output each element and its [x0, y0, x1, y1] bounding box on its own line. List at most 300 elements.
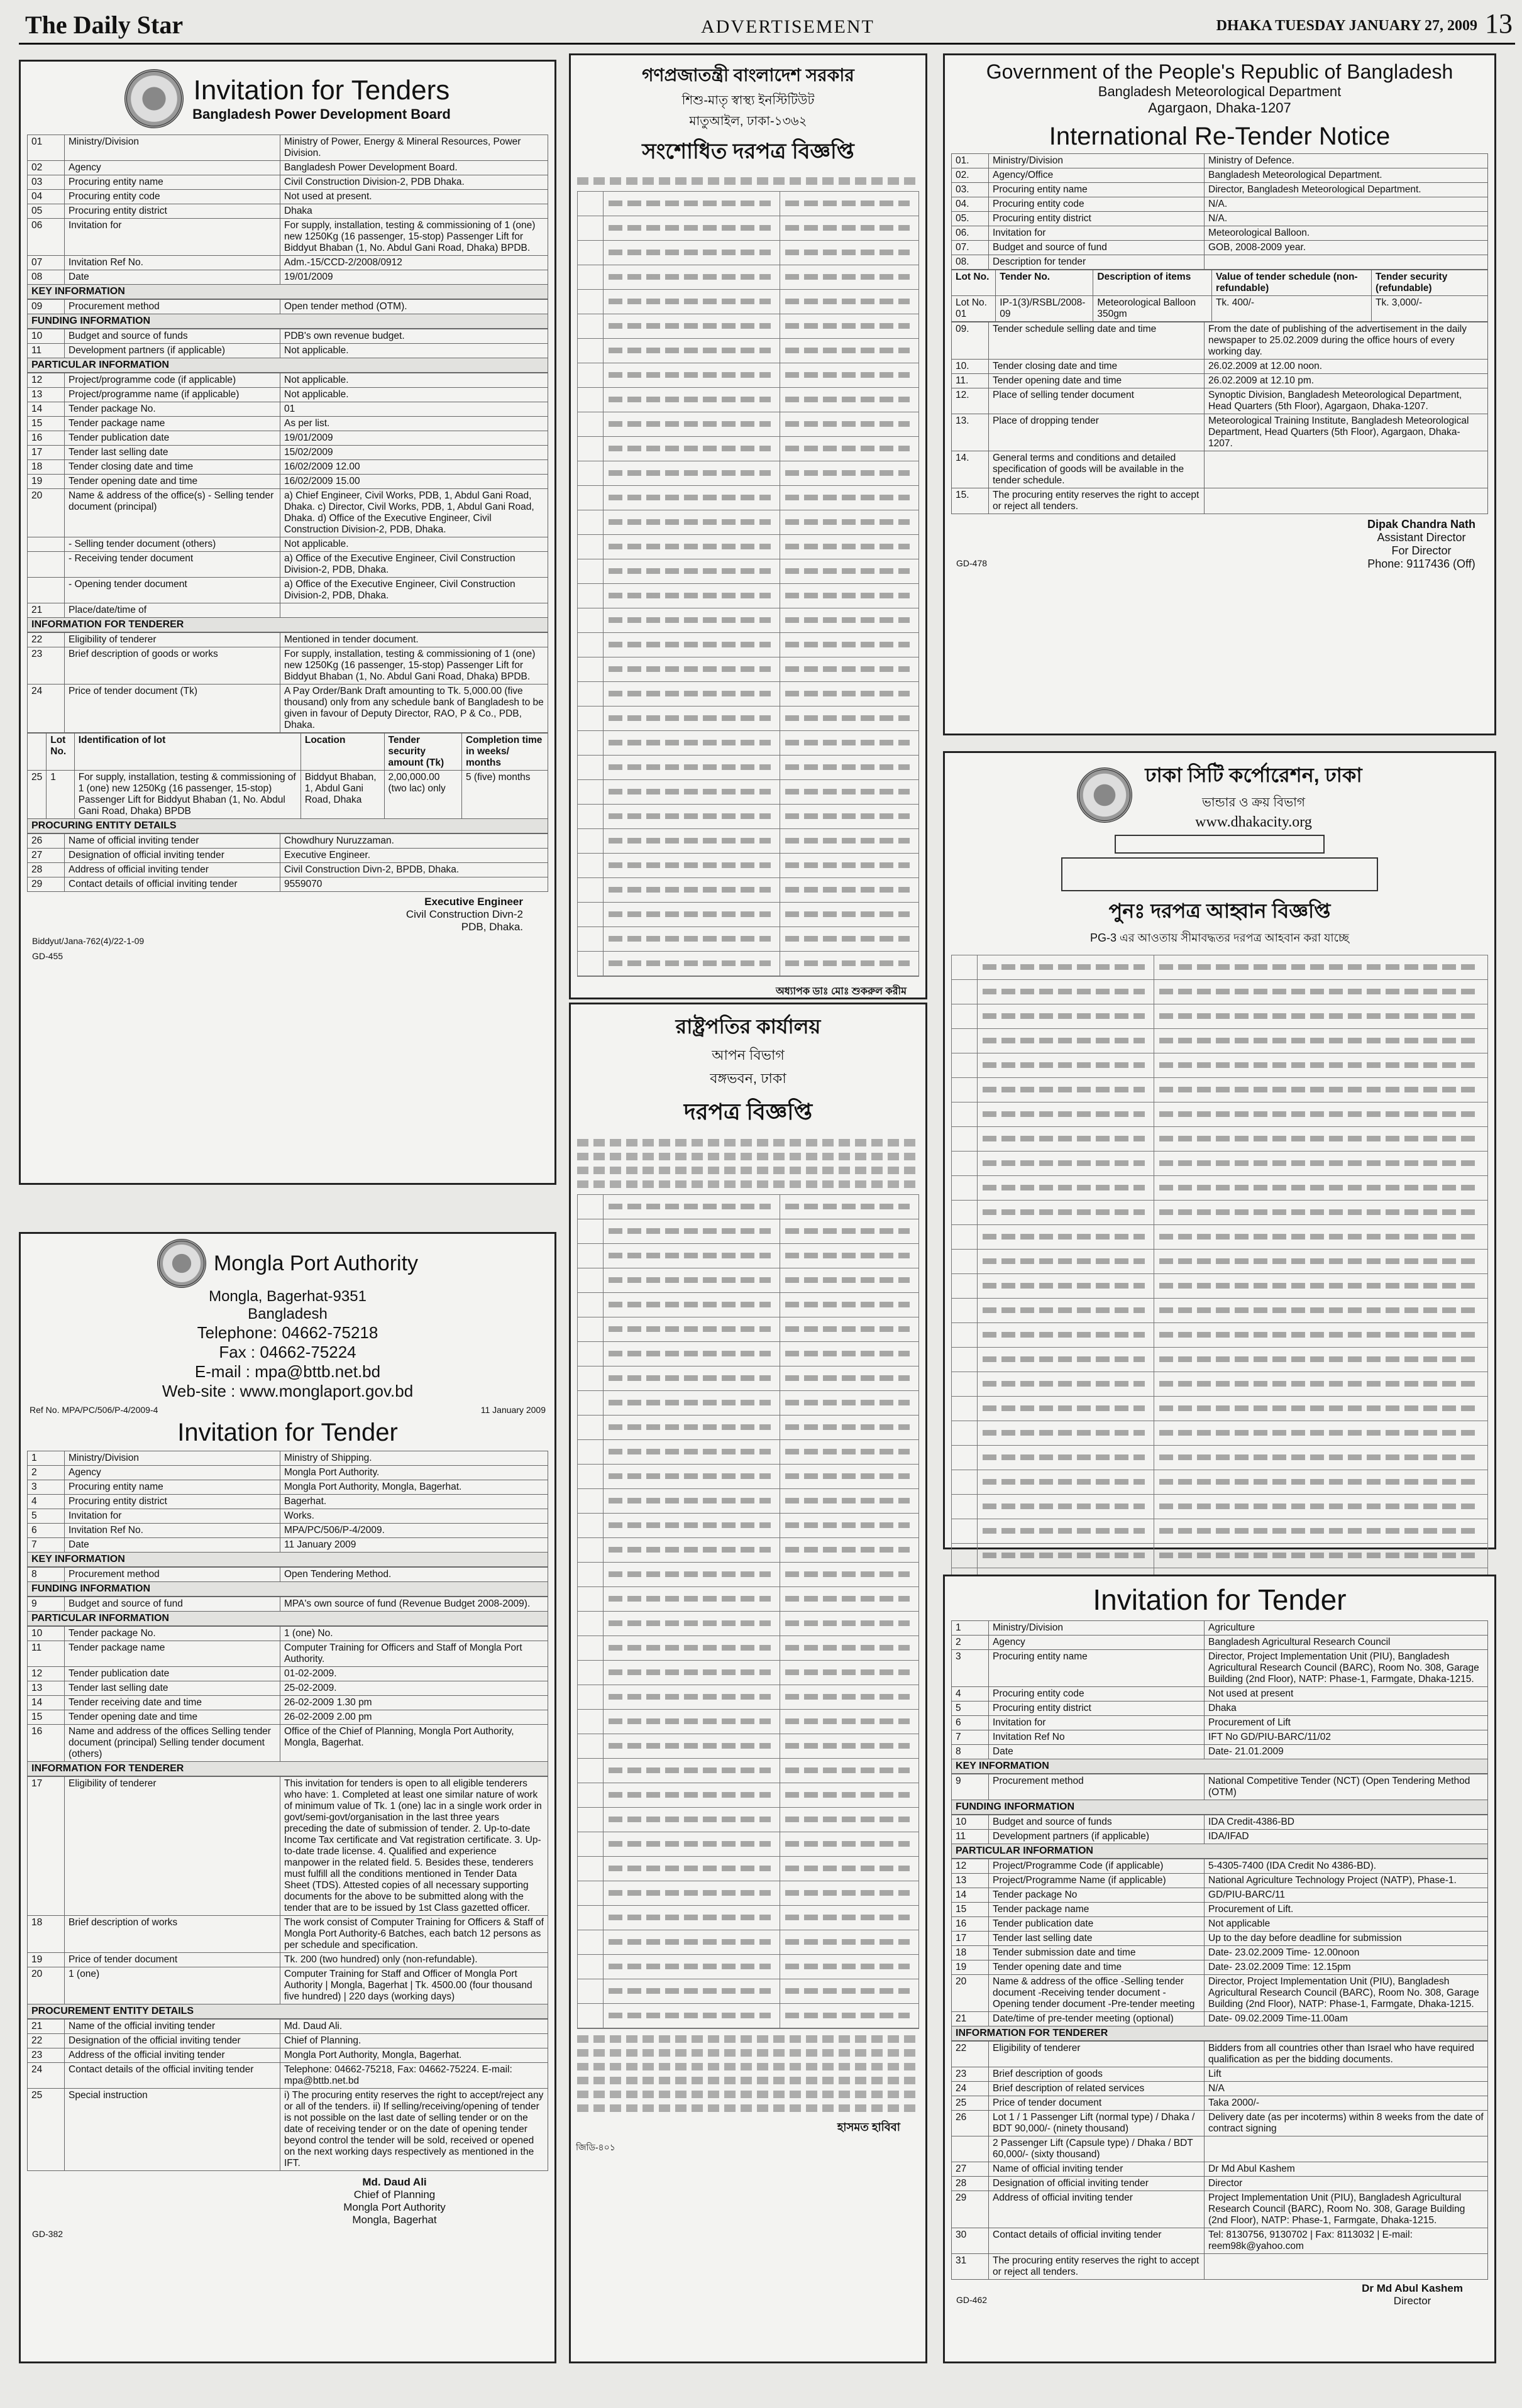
dcc-title: পুনঃ দরপত্র আহ্বান বিজ্ঞপ্তি — [1108, 899, 1331, 922]
bn1-line1: গণপ্রজাতন্ত্রী বাংলাদেশ সরকার — [642, 65, 854, 85]
row-number: 11 — [28, 1641, 65, 1667]
table-row — [28, 388, 548, 402]
row-value: Mongla Port Authority, Mongla, Bagerhat. — [280, 1480, 548, 1495]
bpdb-section: PROCURING ENTITY DETAILS — [27, 819, 548, 833]
table-row — [952, 1859, 1488, 1874]
row-label: Project/programme name (if applicable) — [65, 388, 280, 402]
row-value: Date- 23.02.2009 Time: 12.15pm — [1205, 1960, 1488, 1975]
row-value: Executive Engineer. — [280, 849, 548, 863]
row-value: Computer Training for Staff and Officer of Mongla Port Authority | Mongla, Bagerhat | Tk. 4500.00 (four thousand five hundred) | 220 days (working days) — [280, 1967, 548, 2004]
row-value: GOB, 2008-2009 year. — [1205, 241, 1488, 255]
row-label: Contact details of official inviting tender — [989, 2228, 1205, 2254]
row-number: 1 — [28, 1451, 65, 1466]
table-row — [578, 1489, 918, 1514]
table-row — [578, 2004, 918, 2028]
row-label: Tender publication date — [65, 431, 280, 446]
bn1-line2: শিশু-মাতৃ স্বাস্থ্য ইনস্টিটিউট — [681, 94, 815, 107]
row-value: Md. Daud Ali. — [280, 2020, 548, 2034]
row-value: Bidders from all countries other than Israel who have required qualification as per the bidding documents. — [1205, 2042, 1488, 2067]
row-label: Eligibility of tenderer — [65, 633, 280, 647]
row-value: Civil Construction Division-2, PDB Dhaka. — [280, 175, 548, 190]
row-number: 07 — [28, 256, 65, 270]
bpdb-title: Invitation for Tenders — [193, 75, 450, 106]
row-value: a) Chief Engineer, Civil Works, PDB, 1, Abdul Gani Road, Dhaka. c) Director, Civil Works, PDB, 1, Abdul Gani Road, Dhaka. d) Office of the Executive Engineer, Civil Construction Division-2, PDB, Dhaka. — [280, 489, 548, 537]
row-label: 1 (one) — [65, 1967, 280, 2004]
table-row — [952, 154, 1488, 168]
row-label: Price of tender document — [989, 2096, 1205, 2111]
row-value: Meteorological Balloon. — [1205, 226, 1488, 241]
table-row — [952, 1621, 1488, 1636]
row-value: 26-02-2009 2.00 pm — [280, 1710, 548, 1725]
bpdb-sign-2: Civil Construction Divn-2 — [405, 908, 523, 920]
table-row — [28, 446, 548, 460]
barc-sign-1: Dr Md Abul Kashem — [1362, 2282, 1463, 2294]
bmd-line2: Bangladesh Meteorological Department — [1098, 84, 1342, 99]
table-row — [952, 1903, 1488, 1917]
mongla-title: Invitation for Tender — [177, 1419, 398, 1446]
row-number: 8 — [952, 1745, 989, 1759]
column-header: Lot No. — [952, 270, 996, 296]
mongla-section: PARTICULAR INFORMATION — [27, 1612, 548, 1626]
barc-gd: GD-462 — [956, 2295, 988, 2305]
row-label: Date — [65, 270, 280, 285]
table-row — [578, 192, 918, 216]
table-row — [578, 608, 918, 633]
table-row — [952, 1421, 1487, 1446]
row-value: Agriculture — [1205, 1621, 1488, 1636]
row-value: Telephone: 04662-75218, Fax: 04662-75224. E-mail: mpa@bttb.net.bd — [280, 2063, 548, 2089]
row-label: Date — [989, 1745, 1205, 1759]
row-label: Tender last selling date — [65, 1681, 280, 1696]
table-row — [952, 2012, 1488, 2026]
bpdb-table-6 — [27, 833, 548, 892]
bpdb-table-2 — [27, 299, 548, 314]
row-label: Tender opening date and time — [65, 1710, 280, 1725]
table-row — [28, 135, 548, 161]
table-row — [578, 780, 918, 805]
bn2-table — [577, 1194, 919, 2029]
bpdb-ref: Biddyut/Jana-762(4)/22-1-09 — [32, 936, 145, 946]
mongla-section: PROCUREMENT ENTITY DETAILS — [27, 2004, 548, 2019]
row-value: Not applicable. — [280, 344, 548, 358]
row-number: 17 — [28, 446, 65, 460]
row-value: The work consist of Computer Training for Officers & Staff of Mongla Port Authority-6 Batches, each batch 12 persons as per schedule and specification. — [280, 1916, 548, 1953]
bn2-line1: রাষ্ট্রপতির কার্যালয় — [675, 1015, 821, 1038]
bn2-gd: জিডি-৪০১ — [576, 2142, 615, 2152]
row-value: Mentioned in tender document. — [280, 633, 548, 647]
row-number: 18 — [28, 460, 65, 475]
bn2-line2: আপন বিভাগ — [712, 1047, 785, 1063]
bn-amended-tender-ad — [569, 53, 927, 999]
row-number: 07. — [952, 241, 989, 255]
row-value: Dhaka — [1205, 1702, 1488, 1716]
table-row — [28, 603, 548, 618]
row-value: Procurement of Lift — [1205, 1716, 1488, 1730]
table-row — [952, 241, 1488, 255]
table-row — [28, 2020, 548, 2034]
row-number: 22 — [952, 2042, 989, 2067]
row-number: 28 — [28, 863, 65, 877]
column-header: Value of tender schedule (non-refundable) — [1211, 270, 1371, 296]
row-number: 15 — [952, 1903, 989, 1917]
table-row — [952, 2136, 1488, 2162]
row-label: Name of official inviting tender — [989, 2162, 1205, 2177]
row-number: 1 — [952, 1621, 989, 1636]
table-row — [952, 1730, 1488, 1745]
table-row — [578, 952, 918, 976]
row-value: Works. — [280, 1509, 548, 1524]
barc-tender-ad — [943, 1575, 1496, 2363]
table-row — [952, 322, 1488, 360]
row-label: Procuring entity district — [989, 1702, 1205, 1716]
row-number: 12 — [28, 373, 65, 388]
newspaper-logo: The Daily Star — [25, 11, 184, 39]
table-row — [28, 537, 548, 552]
row-value: 26.02.2009 at 12.10 pm. — [1205, 374, 1488, 388]
table-row — [952, 1201, 1487, 1225]
dcc-line1: ঢাকা সিটি কর্পোরেশন, ঢাকা — [1145, 764, 1362, 786]
table-row — [952, 1004, 1487, 1029]
dcc-table — [951, 955, 1488, 1593]
table-row — [578, 412, 918, 437]
table-row — [28, 2063, 548, 2089]
table-row — [28, 256, 548, 270]
row-label: Budget and source of funds — [65, 329, 280, 344]
row-value: a) Office of the Executive Engineer, Civil Construction Division-2, PDB, Dhaka. — [280, 578, 548, 603]
table-row — [578, 1783, 918, 1808]
table-row — [578, 1881, 918, 1906]
row-number: 27 — [952, 2162, 989, 2177]
row-number: 24 — [28, 684, 65, 733]
row-value: Not used at present. — [280, 190, 548, 204]
mongla-section: FUNDING INFORMATION — [27, 1582, 548, 1597]
row-value: Office of the Chief of Planning, Mongla Port Authority, Mongla, Bagerhat. — [280, 1725, 548, 1762]
row-value: MPA's own source of fund (Revenue Budget 2008-2009). — [280, 1597, 548, 1612]
bpdb-table-4 — [27, 373, 548, 618]
table-row — [952, 1053, 1487, 1078]
row-number: 02 — [28, 161, 65, 175]
row-value: N/A. — [1205, 197, 1488, 212]
row-label: Ministry/Division — [65, 1451, 280, 1466]
bpdb-sign-1: Executive Engineer — [424, 896, 523, 908]
row-label: The procuring entity reserves the right to accept or reject all tenders. — [989, 2254, 1205, 2280]
row-label: Procuring entity name — [989, 183, 1205, 197]
table-row — [952, 1348, 1487, 1372]
table-row — [952, 1702, 1488, 1716]
table-row — [28, 219, 548, 256]
bn2-title: দরপত্র বিজ্ঞপ্তি — [683, 1099, 813, 1124]
row-number: 05. — [952, 212, 989, 226]
row-number: 12 — [952, 1859, 989, 1874]
row-value: Mongla Port Authority. — [280, 1466, 548, 1480]
row-number: 10 — [952, 1815, 989, 1830]
row-value: 26-02-2009 1.30 pm — [280, 1696, 548, 1710]
column-header — [28, 734, 47, 771]
barc-table-1 — [951, 1620, 1488, 1759]
dcc-logo-icon — [1077, 767, 1132, 823]
mongla-tender-ad — [19, 1232, 556, 2363]
table-row — [28, 190, 548, 204]
row-value: Bangladesh Power Development Board. — [280, 161, 548, 175]
row-label: Tender publication date — [65, 1667, 280, 1681]
table-row — [578, 1636, 918, 1661]
row-number: 28 — [952, 2177, 989, 2191]
row-value: IDA/IFAD — [1205, 1830, 1488, 1844]
bmd-title: International Re-Tender Notice — [1049, 123, 1391, 150]
table-row — [28, 1597, 548, 1612]
bpdb-table-1 — [27, 135, 548, 285]
table-row — [952, 1152, 1487, 1176]
table-row — [952, 1519, 1487, 1544]
row-number: 13 — [28, 388, 65, 402]
table-row — [578, 633, 918, 657]
table-row — [952, 955, 1487, 980]
row-label: Contact details of the official inviting tender — [65, 2063, 280, 2089]
lot-cell: For supply, installation, testing & commissioning of 1 (one) new 1250Kg (16 passenger, 15-stop) Passenger Lift for Biddyut Bhaban (1, No. Abdul Gani Road, Dhaka) BPDB — [74, 771, 301, 819]
issue-date: DHAKA TUESDAY JANUARY 27, 2009 — [1216, 18, 1477, 34]
column-header: Completion time in weeks/ months — [461, 734, 548, 771]
table-row — [578, 241, 918, 265]
barc-section: FUNDING INFORMATION — [951, 1800, 1488, 1815]
mongla-table-6 — [27, 2019, 548, 2171]
table-row — [28, 1451, 548, 1466]
row-label: Invitation Ref No — [989, 1730, 1205, 1745]
row-number: 08. — [952, 255, 989, 270]
table-row — [28, 300, 548, 314]
table-row — [578, 1930, 918, 1955]
row-number: 12. — [952, 388, 989, 414]
bpdb-section: FUNDING INFORMATION — [27, 314, 548, 329]
table-row — [952, 1225, 1487, 1250]
bn1-table — [577, 191, 919, 977]
row-label: Special instruction — [65, 2089, 280, 2171]
table-row — [28, 1627, 548, 1641]
row-label: Brief description of works — [65, 1916, 280, 1953]
row-number: 29 — [952, 2191, 989, 2228]
row-number: 19 — [28, 1953, 65, 1967]
row-label: Agency — [989, 1636, 1205, 1650]
table-row — [28, 1696, 548, 1710]
row-value: Director — [1205, 2177, 1488, 2191]
row-label: Lot 1 / 1 Passenger Lift (normal type) / Dhaka / BDT 90,000/- (ninety thousand) — [989, 2111, 1205, 2136]
table-row — [28, 489, 548, 537]
barc-sign-2: Director — [1393, 2295, 1431, 2307]
table-row — [952, 2228, 1488, 2254]
mongla-website: Web-site : www.monglaport.gov.bd — [162, 1382, 414, 1400]
table-row — [578, 682, 918, 706]
row-label: Project/Programme Name (if applicable) — [989, 1874, 1205, 1888]
row-label: Tender package name — [65, 1641, 280, 1667]
table-row — [578, 1195, 918, 1219]
bpdb-section: PARTICULAR INFORMATION — [27, 358, 548, 373]
table-row — [952, 1274, 1487, 1299]
row-value: N/A — [1205, 2082, 1488, 2096]
row-label: Invitation for — [65, 219, 280, 256]
row-number: 3 — [28, 1480, 65, 1495]
row-number: 02. — [952, 168, 989, 183]
table-row — [28, 1725, 548, 1762]
row-value: i) The procuring entity reserves the right to accept/reject any or all of the tenders. ii) If selling/receiving/opening of tender is not possible on the last date of selling tender or on the date of receiving tender or on the date of opening tender beyond control the tender will be sold, received or opened on the next working days respectively as mentioned in the IFT. — [280, 2089, 548, 2171]
table-row — [28, 1967, 548, 2004]
table-row — [28, 1568, 548, 1582]
row-label: Brief description of related services — [989, 2082, 1205, 2096]
table-row — [952, 2254, 1488, 2280]
table-row — [952, 1299, 1487, 1323]
table-row — [952, 1397, 1487, 1421]
table-row — [28, 1524, 548, 1538]
row-label: Ministry/Division — [65, 135, 280, 161]
row-value: Bangladesh Agricultural Research Council — [1205, 1636, 1488, 1650]
row-value: Date- 21.01.2009 — [1205, 1745, 1488, 1759]
table-row — [952, 1917, 1488, 1932]
table-row — [28, 849, 548, 863]
table-row — [28, 834, 548, 849]
row-value: IDA Credit-4386-BD — [1205, 1815, 1488, 1830]
row-label: Brief description of goods — [989, 2067, 1205, 2082]
row-label: Procuring entity district — [65, 204, 280, 219]
row-label: Date/time of pre-tender meeting (optional) — [989, 2012, 1205, 2026]
table-row — [952, 1102, 1487, 1127]
table-row — [952, 488, 1488, 514]
row-label: Contact details of official inviting tender — [65, 877, 280, 892]
table-row — [578, 584, 918, 608]
row-number: 17 — [952, 1932, 989, 1946]
row-value: Procurement of Lift. — [1205, 1903, 1488, 1917]
row-label: Procurement method — [65, 300, 280, 314]
row-value: Director, Project Implementation Unit (PIU), Bangladesh Agricultural Research Council (BARC), Room No. 308, Garage Building (2nd Floor), NATP: Phase-1, Farmgate, Dhaka-1215. — [1205, 1975, 1488, 2012]
table-row — [952, 1470, 1487, 1495]
table-row — [578, 535, 918, 559]
barc-table-4 — [951, 1859, 1488, 2026]
mongla-name: Mongla Port Authority — [213, 1251, 419, 1275]
row-number: 23 — [952, 2067, 989, 2082]
table-row — [578, 486, 918, 510]
table-row — [952, 1960, 1488, 1975]
row-number: 23 — [28, 647, 65, 684]
table-row — [578, 1342, 918, 1366]
column-header: Location — [301, 734, 384, 771]
row-label: Tender package No. — [65, 402, 280, 417]
row-number: 08 — [28, 270, 65, 285]
row-label: Agency — [65, 1466, 280, 1480]
row-value: Civil Construction Divn-2, BPDB, Dhaka. — [280, 863, 548, 877]
table-row — [28, 329, 548, 344]
mongla-gd: GD-382 — [32, 2229, 63, 2239]
mongla-ref: Ref No. MPA/PC/506/P-4/2009-4 — [30, 1405, 158, 1415]
row-label: Tender publication date — [989, 1917, 1205, 1932]
table-row — [578, 1514, 918, 1538]
row-number: 11 — [28, 344, 65, 358]
bn-president-office-ad — [569, 1003, 927, 2363]
row-label: Tender package name — [989, 1903, 1205, 1917]
row-value: Computer Training for Officers and Staff of Mongla Port Authority. — [280, 1641, 548, 1667]
row-number: 22 — [28, 2034, 65, 2048]
table-row — [578, 1317, 918, 1342]
row-value: Dhaka — [280, 204, 548, 219]
row-value: 26.02.2009 at 12.00 noon. — [1205, 360, 1488, 374]
table-row — [952, 451, 1488, 488]
row-number: 14. — [952, 451, 989, 488]
bpdb-org: Bangladesh Power Development Board — [192, 106, 451, 122]
row-number: 6 — [28, 1524, 65, 1538]
row-number: 13 — [952, 1874, 989, 1888]
row-number: 16 — [952, 1917, 989, 1932]
row-label: Invitation Ref No. — [65, 1524, 280, 1538]
row-value — [1205, 2136, 1488, 2162]
row-label: Designation of the official inviting tender — [65, 2034, 280, 2048]
row-value: IFT No GD/PIU-BARC/11/02 — [1205, 1730, 1488, 1745]
table-row — [28, 863, 548, 877]
table-row — [578, 1587, 918, 1612]
row-value: 9559070 — [280, 877, 548, 892]
table-row — [952, 1176, 1487, 1201]
row-number: 10 — [28, 329, 65, 344]
row-value: National Competitive Tender (NCT) (Open Tendering Method (OTM) — [1205, 1774, 1488, 1800]
table-row — [578, 1685, 918, 1710]
row-label: Procuring entity code — [65, 190, 280, 204]
dcc-subtitle: PG-3 এর আওতায় সীমাবদ্ধতর দরপত্র আহবান করা যাচ্ছে — [1090, 932, 1349, 944]
table-row — [578, 805, 918, 829]
row-label: Brief description of goods or works — [65, 647, 280, 684]
mongla-table-5 — [27, 1776, 548, 2004]
row-number: 3 — [952, 1650, 989, 1687]
table-row — [578, 363, 918, 388]
row-label: Tender package name — [65, 417, 280, 431]
row-value: Chief of Planning. — [280, 2034, 548, 2048]
lot-cell: Meteorological Balloon 350gm — [1093, 296, 1212, 322]
table-row — [578, 1416, 918, 1440]
row-number: 03. — [952, 183, 989, 197]
table-row — [952, 1446, 1487, 1470]
table-row — [28, 475, 548, 489]
row-label: Procuring entity district — [65, 1495, 280, 1509]
row-label: Place of selling tender document — [989, 388, 1205, 414]
table-row — [28, 460, 548, 475]
table-row — [952, 1127, 1487, 1152]
row-number: 5 — [28, 1509, 65, 1524]
row-number: 8 — [28, 1568, 65, 1582]
row-label: Procuring entity name — [65, 175, 280, 190]
row-label: Name & address of the office -Selling tender document -Receiving tender document -Opening tender document -Pre-tender meeting — [989, 1975, 1205, 2012]
dcc-website: www.dhakacity.org — [1195, 814, 1312, 830]
table-row — [952, 1687, 1488, 1702]
lot-cell: 2,00,000.00 (two lac) only — [384, 771, 461, 819]
table-row — [578, 1244, 918, 1268]
lot-cell: 5 (five) months — [461, 771, 548, 819]
row-label: Date — [65, 1538, 280, 1553]
row-number: 20 — [952, 1975, 989, 2012]
row-label: Tender opening date and time — [65, 475, 280, 489]
barc-section: KEY INFORMATION — [951, 1759, 1488, 1774]
row-label: Tender closing date and time — [65, 460, 280, 475]
bmd-gd: GD-478 — [956, 558, 988, 568]
bpdb-section: KEY INFORMATION — [27, 285, 548, 299]
row-value: Not applicable — [1205, 1917, 1488, 1932]
row-number: 14 — [952, 1888, 989, 1903]
row-label: Tender last selling date — [65, 446, 280, 460]
row-number: 13. — [952, 414, 989, 451]
row-number: 7 — [952, 1730, 989, 1745]
row-number: 6 — [952, 1716, 989, 1730]
lot-cell: 25 — [28, 771, 47, 819]
barc-title: Invitation for Tender — [1093, 1583, 1347, 1616]
row-value: 25-02-2009. — [280, 1681, 548, 1696]
table-row — [952, 1650, 1488, 1687]
mongla-section: INFORMATION FOR TENDERER — [27, 1762, 548, 1776]
row-label: Project/Programme Code (if applicable) — [989, 1859, 1205, 1874]
table-row — [28, 552, 548, 578]
row-number: 12 — [28, 1667, 65, 1681]
